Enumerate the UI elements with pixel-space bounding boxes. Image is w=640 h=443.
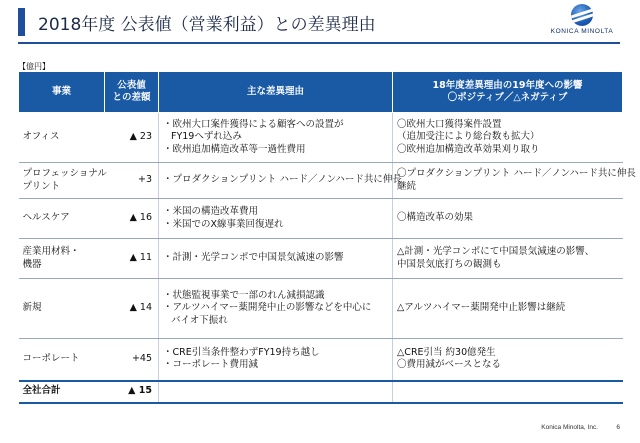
reason-line: ・アルツハイマー薬開発中止の影響などを中心に <box>163 302 372 314</box>
logo-globe-icon <box>571 4 593 26</box>
table-header-row <box>19 72 623 113</box>
total-diff: ▲ 15 <box>105 381 159 403</box>
page-title: 2018年度 公表値（営業利益）との差異理由 <box>38 15 376 35</box>
segment-name: ヘルスケア <box>22 212 70 224</box>
reasons-cell <box>159 199 393 239</box>
segment-name: 新規 <box>22 302 42 314</box>
total-row <box>19 381 623 403</box>
diff-cell: ▲ 11 <box>105 239 159 279</box>
total-label: 全社合計 <box>19 381 105 403</box>
impact-line: 継続 <box>397 180 417 192</box>
reasons-cell <box>159 279 393 339</box>
total-reasons-cell <box>159 381 393 403</box>
table-row <box>19 239 623 279</box>
reasons-cell <box>159 113 393 163</box>
reasons-cell <box>159 239 393 279</box>
reason-line: バイオ下振れ <box>171 314 228 326</box>
impact-line: 中国景気底打ちの観測も <box>397 258 502 270</box>
page-number: 6 <box>616 424 620 431</box>
impact-cell <box>393 339 623 381</box>
segment-cell <box>19 163 105 199</box>
segment-cell <box>19 279 105 339</box>
impact-cell <box>393 239 623 279</box>
reason-line: ・CRE引当条件整わずFY19持ち越し <box>163 346 320 358</box>
diff-cell: ▲ 23 <box>105 113 159 163</box>
impact-line: 〇プロダクションプリント ハード／ノンハード共に伸長 <box>397 168 636 179</box>
reason-line: ・プロダクションプリント ハード／ノンハード共に伸長 <box>163 174 402 186</box>
table-row <box>19 339 623 381</box>
impact-line: 〇欧州大口獲得案件設置 <box>397 118 502 130</box>
header-diff-line1: 公表値 <box>117 80 146 91</box>
table-row <box>19 279 623 339</box>
impact-cell <box>393 279 623 339</box>
title-bar <box>0 0 640 50</box>
reason-line: ・計測・光学コンポで中国景気減速の影響 <box>163 252 344 264</box>
segment-cell <box>19 113 105 163</box>
diff-cell: ▲ 16 <box>105 199 159 239</box>
table-row <box>19 163 623 199</box>
table-row <box>19 113 623 163</box>
segment-cell <box>19 199 105 239</box>
variance-table <box>18 71 636 404</box>
header-impact-line1: 18年度差異理由の19年度への影響 <box>432 80 583 91</box>
title-divider <box>18 42 620 44</box>
impact-line: △CRE引当 約30億発生 <box>397 346 496 358</box>
footer-company: Konica Minolta, Inc. <box>541 424 598 431</box>
segment-name: 機器 <box>22 258 42 270</box>
segment-name: 産業用材料・ <box>22 246 80 257</box>
impact-cell <box>393 163 636 199</box>
segment-name: プロフェッショナル <box>22 168 107 179</box>
header-diff-line2: との差額 <box>112 92 151 103</box>
table-row <box>19 199 623 239</box>
header-reasons: 主な差異理由 <box>159 72 393 113</box>
total-impact-cell <box>393 381 623 403</box>
reasons-cell <box>159 163 402 199</box>
impact-line: △アルツハイマー薬開発中止影響は継続 <box>397 302 566 314</box>
reason-line: ・米国でのX線事業回復遅れ <box>163 218 284 230</box>
segment-name: プリント <box>22 180 61 192</box>
reason-line: ・米国の構造改革費用 <box>163 206 259 217</box>
reason-line: ・状態監視事業で一部のれん減損認識 <box>163 289 325 301</box>
header-impact <box>393 72 623 113</box>
header-impact-line2: 〇ポジティブ／△ネガティブ <box>447 92 568 103</box>
diff-cell: +3 <box>105 163 159 199</box>
reason-line: ・コーポレート費用減 <box>163 359 259 371</box>
company-logo <box>542 4 622 38</box>
unit-label: 【億円】 <box>18 62 50 71</box>
header-segment: 事業 <box>19 72 105 113</box>
diff-cell: +45 <box>105 339 159 381</box>
reason-line: ・欧州大口案件獲得による顧客への設置が <box>163 118 344 130</box>
impact-cell <box>393 113 623 163</box>
title-accent-bar <box>18 8 25 36</box>
segment-cell <box>19 239 105 279</box>
impact-cell <box>393 199 623 239</box>
reason-line: ・欧州追加構造改革等一過性費用 <box>163 143 306 155</box>
reasons-cell <box>159 339 393 381</box>
header-diff <box>105 72 159 113</box>
impact-line: 〇費用減がベースとなる <box>397 359 502 371</box>
diff-cell: ▲ 14 <box>105 279 159 339</box>
impact-line: 〇欧州追加構造改革効果刈り取り <box>397 143 540 155</box>
reason-line: FY19へずれ込み <box>171 131 242 143</box>
segment-name: コーポレート <box>22 353 80 364</box>
logo-wordmark: KONICA MINOLTA <box>550 28 614 35</box>
segment-name: オフィス <box>22 131 60 143</box>
impact-line: 〇構造改革の効果 <box>397 212 474 224</box>
impact-line: △計測・光学コンポにて中国景気減速の影響、 <box>397 246 595 257</box>
impact-line: （追加受注により総台数も拡大） <box>397 131 540 143</box>
segment-cell <box>19 339 105 381</box>
